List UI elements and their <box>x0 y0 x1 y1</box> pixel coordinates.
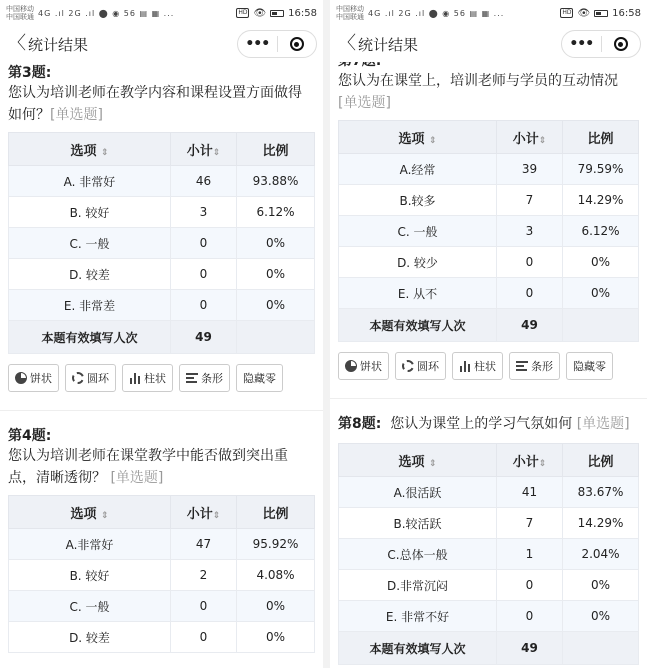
ring-chart-icon <box>72 372 84 384</box>
question-number: 第3题: <box>8 65 52 81</box>
battery-icon <box>270 10 284 17</box>
question-text: 您认为培训老师在课堂教学中能否做到突出重点，清晰透彻？ [单选题] <box>8 448 288 486</box>
left-screen <box>0 0 323 668</box>
table-row: C. 一般 3 6.12% <box>339 216 639 247</box>
total-row: 本题有效填写人次 49 <box>339 632 639 665</box>
col-ratio: 比例 <box>237 133 315 166</box>
battery-icon <box>594 10 608 17</box>
table-row: B. 较好 2 4.08% <box>9 560 315 591</box>
table-row: D. 较差 0 0% <box>9 259 315 290</box>
result-table <box>8 132 315 354</box>
col-count[interactable]: 小计⇕ <box>171 496 237 529</box>
hd-icon: HD <box>562 9 572 16</box>
table-row: A.很活跃 41 83.67% <box>339 477 639 508</box>
col-option[interactable]: 选项 ⇕ <box>339 444 497 477</box>
sort-icon: ⇕ <box>101 147 109 158</box>
hide-zero-button[interactable]: 隐藏零 <box>236 364 283 392</box>
carrier-label: 中国移动 中国联通 <box>336 5 364 21</box>
clock: 16:58 <box>288 7 317 19</box>
table-row: D.非常沉闷 0 0% <box>339 570 639 601</box>
chart-toggle-row <box>8 364 315 392</box>
column-chart-icon <box>129 373 141 384</box>
ring-button[interactable]: 圆环 <box>395 352 446 380</box>
column-button[interactable]: 柱状 <box>452 352 503 380</box>
table-row: C.总体一般 1 2.04% <box>339 539 639 570</box>
question-text: 您认为在课堂上，培训老师与学员的互动情况 [单选题] <box>338 73 618 111</box>
more-icon[interactable]: ••• <box>245 36 270 52</box>
pie-chart-icon <box>15 372 27 384</box>
close-icon[interactable] <box>277 37 316 51</box>
right-screen <box>330 0 647 668</box>
table-row: B. 较好 3 6.12% <box>9 197 315 228</box>
back-icon[interactable]: 〈 <box>8 33 26 54</box>
signal-icons: 4G .ıl 2G .ıl ⬤ ◉ 56 ▤ ▦ ... <box>368 8 505 18</box>
question-number: 第8题: <box>338 416 382 432</box>
mini-program-capsule <box>561 30 641 58</box>
col-option[interactable]: 选项 ⇕ <box>339 121 497 154</box>
eye-icon: 👁 <box>577 7 591 19</box>
table-row: C. 一般 0 0% <box>9 591 315 622</box>
col-count[interactable]: 小计⇕ <box>497 444 563 477</box>
bar-chart-icon <box>516 360 528 372</box>
question-4 <box>0 425 323 653</box>
table-row: A. 非常好 46 93.88% <box>9 166 315 197</box>
back-icon[interactable]: 〈 <box>338 33 356 54</box>
more-icon[interactable]: ••• <box>569 36 594 52</box>
carrier-label: 中国移动 中国联通 <box>6 5 34 21</box>
question-text: 第8题: 您认为课堂上的学习气氛如何 [单选题] <box>338 416 630 432</box>
close-icon[interactable] <box>601 37 640 51</box>
signal-icons: 4G .ıl 2G .ıl ⬤ ◉ 56 ▤ ▦ ... <box>38 8 175 18</box>
col-ratio: 比例 <box>563 444 639 477</box>
sort-icon: ⇕ <box>429 135 437 146</box>
status-bar <box>330 0 647 26</box>
mini-program-capsule <box>237 30 317 58</box>
col-option[interactable]: 选项 ⇕ <box>9 133 171 166</box>
result-table <box>8 495 315 653</box>
bar-button[interactable]: 条形 <box>509 352 560 380</box>
bar-chart-icon <box>186 372 198 384</box>
question-3 <box>0 62 323 392</box>
page-title: 统计结果 <box>358 35 419 54</box>
total-row: 本题有效填写人次 49 <box>9 321 315 354</box>
hide-zero-button[interactable]: 隐藏零 <box>566 352 613 380</box>
question-text: 您认为培训老师在教学内容和课程设置方面做得如何？[单选题] <box>8 85 302 123</box>
table-row: B.较多 7 14.29% <box>339 185 639 216</box>
pie-chart-icon <box>345 360 357 372</box>
pie-button[interactable]: 饼状 <box>338 352 389 380</box>
table-row: C. 一般 0 0% <box>9 228 315 259</box>
nav-bar <box>330 26 647 62</box>
sort-icon: ⇕ <box>212 510 221 521</box>
table-row: E. 非常差 0 0% <box>9 290 315 321</box>
eye-icon: 👁 <box>253 7 267 19</box>
sort-icon: ⇕ <box>212 147 221 158</box>
col-ratio: 比例 <box>237 496 315 529</box>
status-bar <box>0 0 323 26</box>
question-number: 第4题: <box>8 428 52 444</box>
table-row: E. 非常不好 0 0% <box>339 601 639 632</box>
sort-icon: ⇕ <box>101 510 109 521</box>
clock: 16:58 <box>612 7 641 19</box>
column-chart-icon <box>459 361 471 372</box>
table-row: B.较活跃 7 14.29% <box>339 508 639 539</box>
table-row: D. 较差 0 0% <box>9 622 315 653</box>
ring-chart-icon <box>402 360 414 372</box>
sort-icon: ⇕ <box>429 458 437 469</box>
ring-button[interactable]: 圆环 <box>65 364 116 392</box>
nav-bar <box>0 26 323 62</box>
bar-button[interactable]: 条形 <box>179 364 230 392</box>
chart-toggle-row <box>338 352 639 380</box>
page-title: 统计结果 <box>28 35 89 54</box>
column-button[interactable]: 柱状 <box>122 364 173 392</box>
table-row: E. 从不 0 0% <box>339 278 639 309</box>
total-row: 本题有效填写人次 49 <box>339 309 639 342</box>
result-table <box>338 443 639 665</box>
result-table <box>338 120 639 342</box>
col-count[interactable]: 小计⇕ <box>171 133 237 166</box>
table-row: A.非常好 47 95.92% <box>9 529 315 560</box>
sort-icon: ⇕ <box>538 458 547 469</box>
col-count[interactable]: 小计⇕ <box>497 121 563 154</box>
col-ratio: 比例 <box>563 121 639 154</box>
col-option[interactable]: 选项 ⇕ <box>9 496 171 529</box>
question-7 <box>330 50 647 380</box>
table-row: D. 较少 0 0% <box>339 247 639 278</box>
question-8 <box>330 413 647 665</box>
sort-icon: ⇕ <box>538 135 547 146</box>
table-row: A.经常 39 79.59% <box>339 154 639 185</box>
hd-icon: HD <box>238 9 248 16</box>
pie-button[interactable]: 饼状 <box>8 364 59 392</box>
